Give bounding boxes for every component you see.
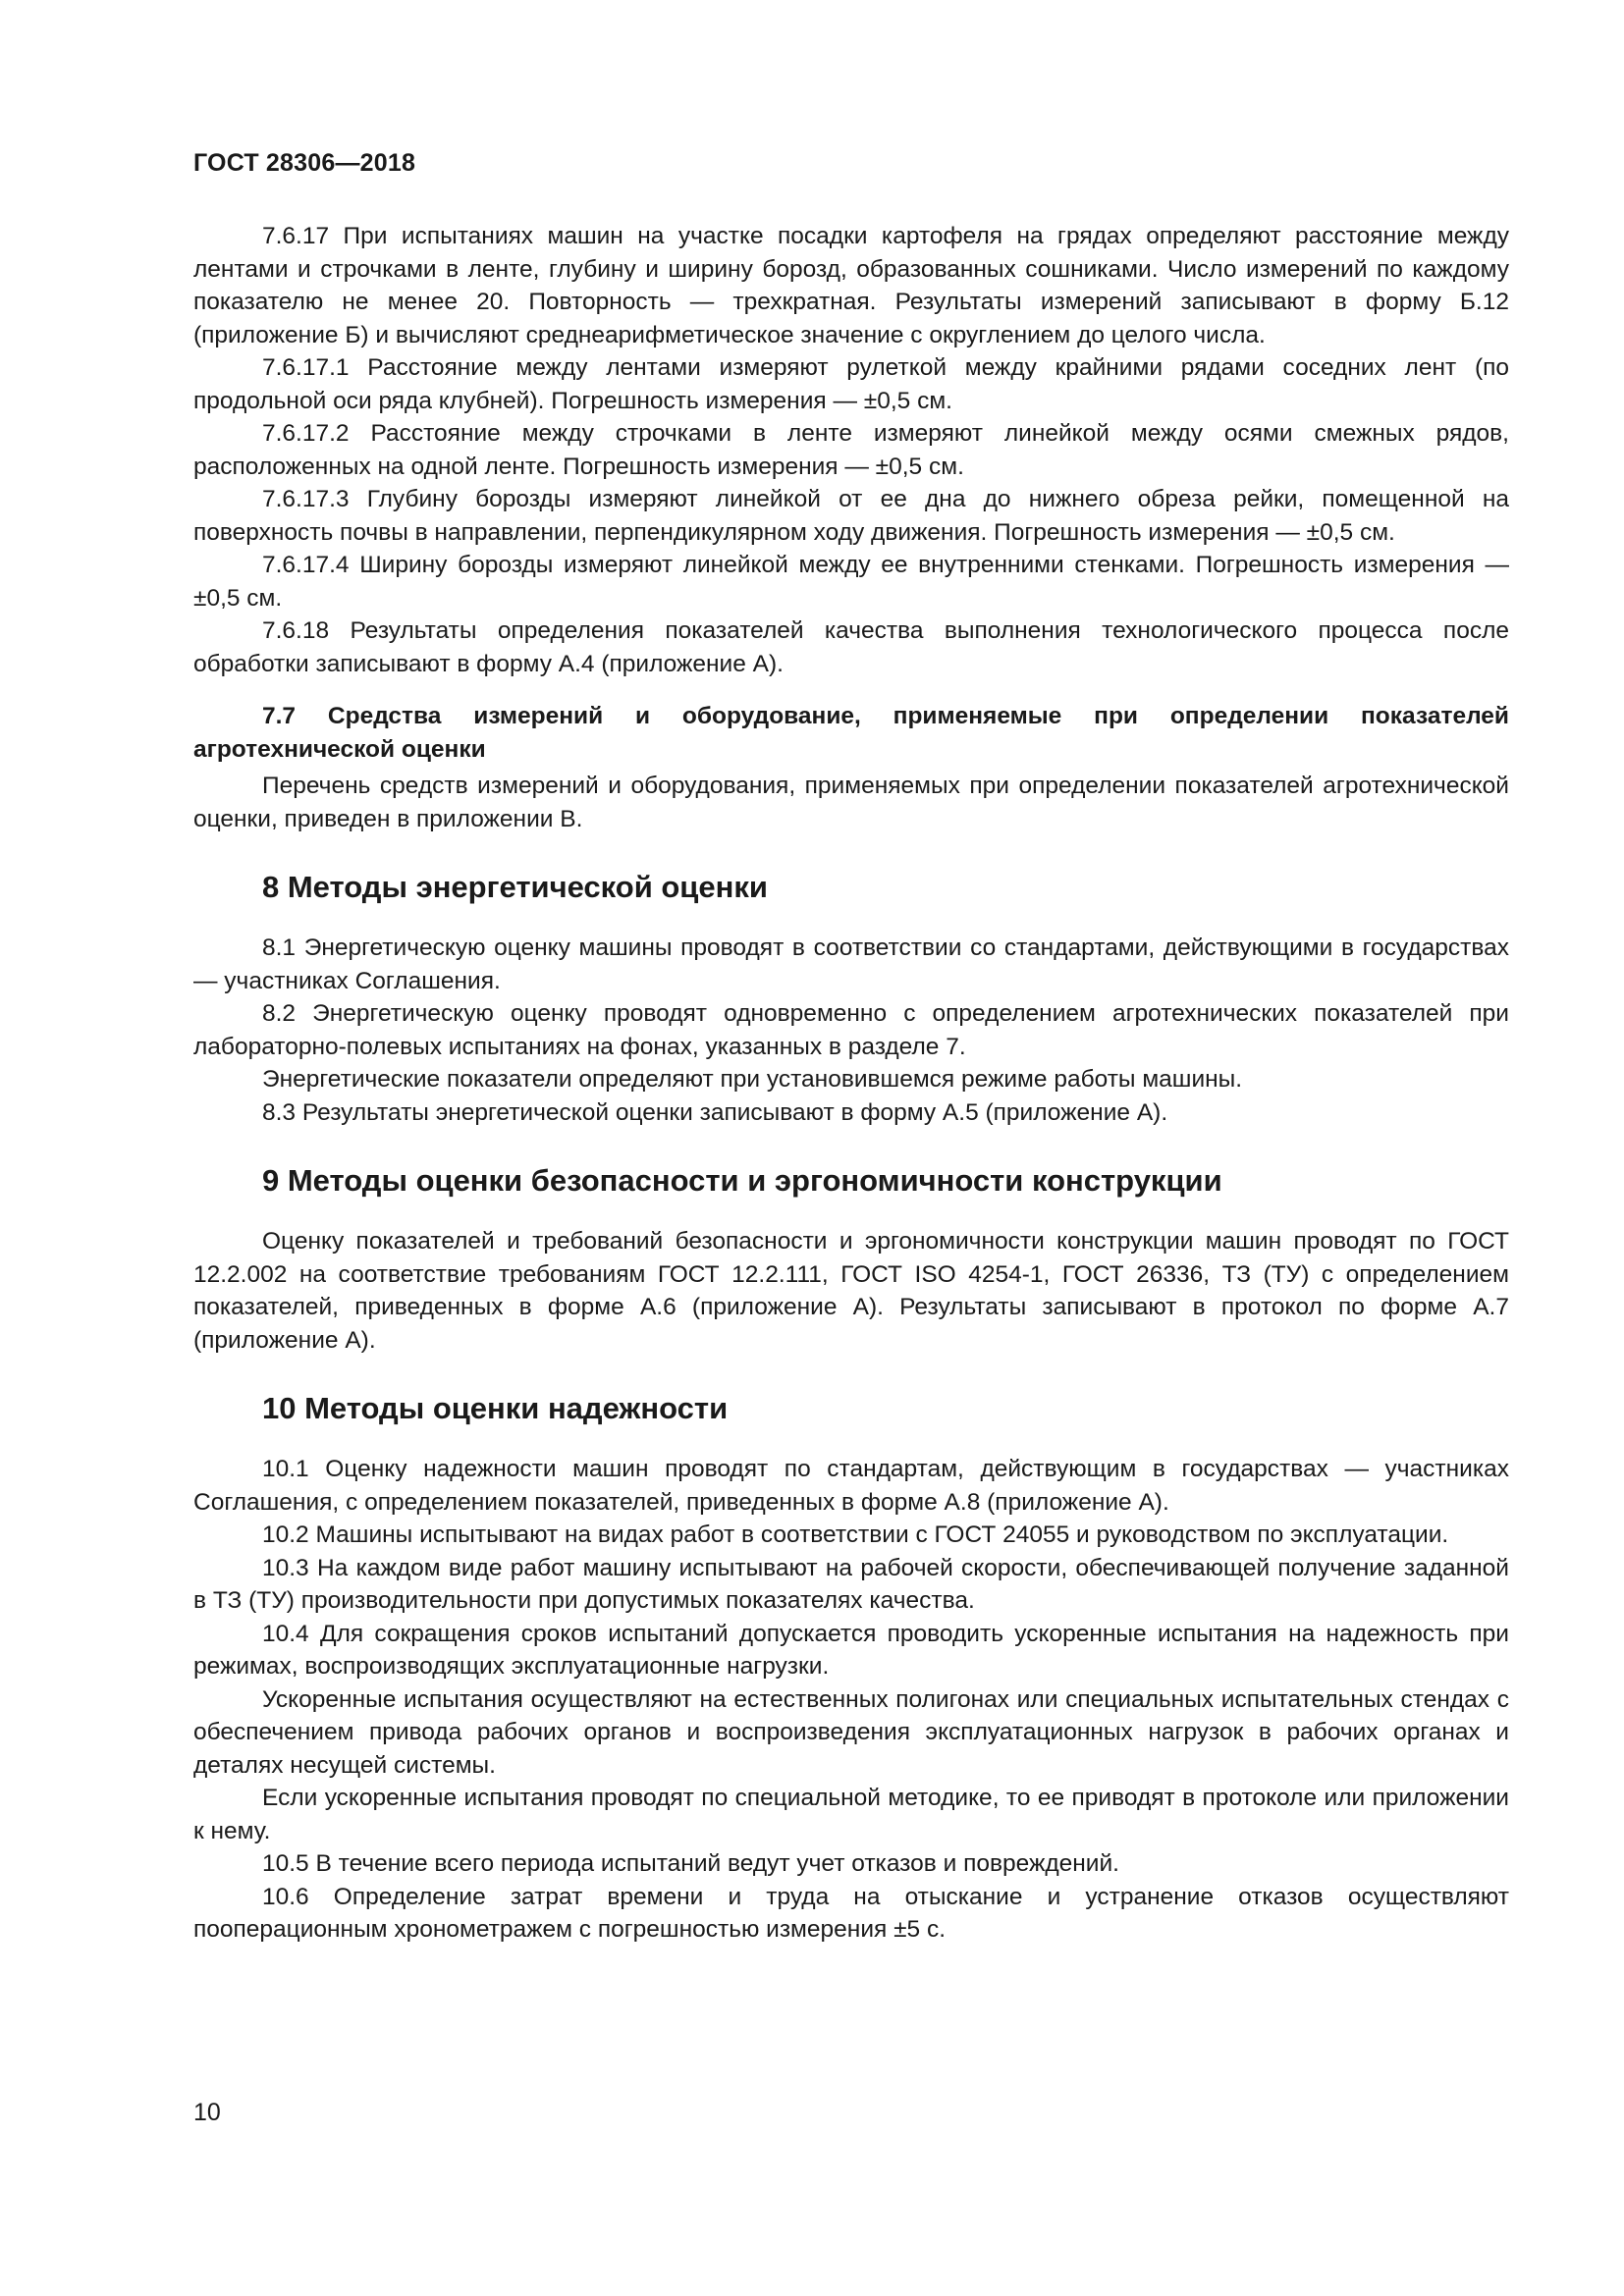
paragraph-10-4-method: Если ускоренные испытания проводят по специальной методике, то ее приводят в протоколе или приложении к нему.	[193, 1785, 1509, 1844]
paragraph-7-6-17-3: 7.6.17.3 Глубину борозды измеряют линейкой от ее дна до нижнего обреза рейки, помещенной на поверхность почвы в направлении, перпендикулярном ходу движения. Погрешность измерения — ±0,5 см.	[193, 486, 1509, 546]
paragraph-8-2: 8.2 Энергетическую оценку проводят одновременно с определением агротехнических показателей при лабораторно-полевых испытаниях на фонах, указанных в разделе 7.	[193, 1000, 1509, 1060]
paragraph-8-2-continued: Энергетические показатели определяют при установившемся режиме работы машины.	[262, 1066, 1243, 1093]
paragraph-10-1: 10.1 Оценку надежности машин проводят по стандартам, действующим в государствах — участниках Соглашения, с определением показателей, приведенных в форме А.8 (приложение А).	[193, 1456, 1509, 1516]
paragraph-8-3: 8.3 Результаты энергетической оценки записывают в форму А.5 (приложение А).	[262, 1098, 1168, 1126]
paragraph-10-5: 10.5 В течение всего периода испытаний ведут учет отказов и повреждений.	[262, 1850, 1119, 1877]
paragraph-9: Оценку показателей и требований безопасности и эргономичности конструкции машин проводят по ГОСТ 12.2.002 на соответствие требованиям ГОСТ 12.2.111, ГОСТ ISO 4254-1, ГОСТ 26336, ТЗ (ТУ) с определением показателей, приведенных в форме А.6 (приложение А). Результаты записывают в протокол по форме А.7 (приложение А).	[193, 1228, 1509, 1354]
section-title-10: 10 Методы оценки надежности	[262, 1391, 729, 1425]
paragraph-10-4: 10.4 Для сокращения сроков испытаний допускается проводить ускоренные испытания на надежность при режимах, воспроизводящих эксплуатационные нагрузки.	[193, 1620, 1509, 1680]
document-header: ГОСТ 28306—2018	[193, 149, 416, 177]
section-title-9: 9 Методы оценки безопасности и эргономичности конструкции	[262, 1163, 1222, 1198]
page-body	[193, 220, 1509, 1947]
paragraph-7-6-18: 7.6.18 Результаты определения показателей качества выполнения технологического процесса после обработки записывают в форму А.4 (приложение А).	[193, 617, 1509, 677]
paragraph-10-6: 10.6 Определение затрат времени и труда на отыскание и устранение отказов осуществляют пооперационным хронометражем с погрешностью измерения ±5 с.	[193, 1883, 1509, 1943]
paragraph-7-6-17-4: 7.6.17.4 Ширину борозды измеряют линейкой между ее внутренними стенками. Погрешность измерения — ±0,5 см.	[193, 552, 1509, 612]
page-number: 10	[193, 2099, 221, 2126]
paragraph-7-6-17-2: 7.6.17.2 Расстояние между строчками в ленте измеряют линейкой между осями смежных рядов, расположенных на одной ленте. Погрешность измерения — ±0,5 см.	[193, 420, 1509, 480]
paragraph-7-7: Перечень средств измерений и оборудования, применяемых при определении показателей агротехнической оценки, приведен в приложении В.	[193, 773, 1509, 832]
paragraph-7-6-17-1: 7.6.17.1 Расстояние между лентами измеряют рулеткой между крайними рядами соседних лент (по продольной оси ряда клубней). Погрешность измерения — ±0,5 см.	[193, 354, 1509, 414]
paragraph-10-2: 10.2 Машины испытывают на видах работ в соответствии с ГОСТ 24055 и руководством по эксплуатации.	[262, 1522, 1449, 1548]
paragraph-8-1: 8.1 Энергетическую оценку машины проводят в соответствии со стандартами, действующими в государствах — участниках Соглашения.	[193, 934, 1509, 994]
paragraph-7-6-17: 7.6.17 При испытаниях машин на участке посадки картофеля на грядах определяют расстояние между лентами и строчками в ленте, глубину и ширину борозд, образованных сошниками. Число измерений по каждому показателю не менее 20. Повторность — трехкратная. Результаты измерений записывают в форму Б.12 (приложение Б) и вычисляют среднеарифметическое значение с округлением до целого числа.	[193, 223, 1509, 348]
subsection-heading-7-7: 7.7 Средства измерений и оборудование, применяемые при определении показателей агротехнической оценки	[193, 703, 1509, 763]
paragraph-10-3: 10.3 На каждом виде работ машину испытывают на рабочей скорости, обеспечивающей получение заданной в ТЗ (ТУ) производительности при допустимых показателях качества.	[193, 1554, 1509, 1614]
paragraph-10-4-accelerated: Ускоренные испытания осуществляют на естественных полигонах или специальных испытательных стендах с обеспечением привода рабочих органов и воспроизведения эксплуатационных нагрузок в рабочих органах и деталях несущей системы.	[193, 1685, 1509, 1779]
section-title-8: 8 Методы энергетической оценки	[262, 870, 768, 904]
